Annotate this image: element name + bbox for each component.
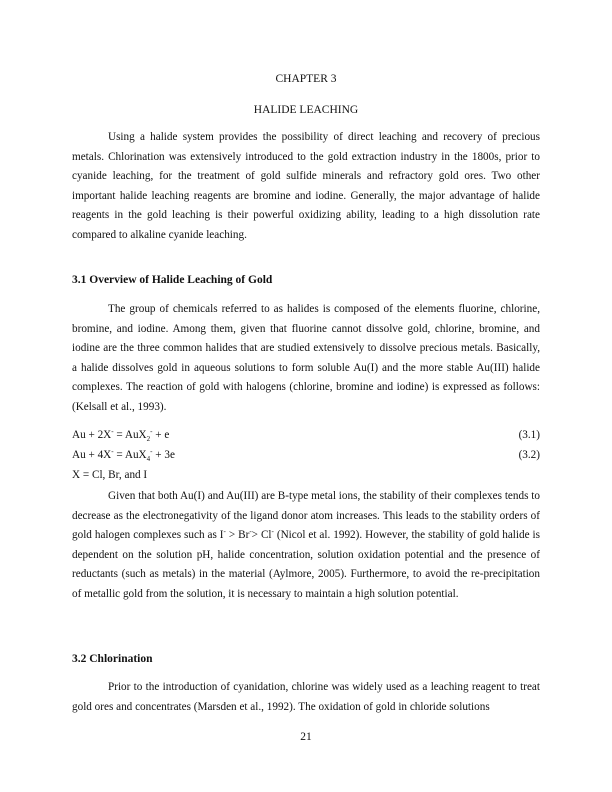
section-3-1-paragraph-2: Given that both Au(I) and Au(III) are B-type metal ions, the stability of their complexes tends to decrease as the electronegativity of the ligand donor atom increases. This leads to the stability orders of gold halogen complexes such as I- > Br-> Cl- (Nicol et al. 1992). However, the stability of gold halide is dependent on the solution pH, halide concentration, solution oxidation potential and the presence of reductants (such as metals) in the material (Aylmore, 2005). Furthermore, to avoid the re-precipitation of metallic gold from the solution, it is necessary to maintain a high solution potential.: [72, 490, 541, 600]
chapter-title: HALIDE LEACHING: [253, 104, 359, 116]
where-line: X = Cl, Br, and I: [72, 469, 148, 481]
section-3-1-heading: 3.1 Overview of Halide Leaching of Gold: [72, 274, 273, 286]
section-3-1-paragraph: The group of chemicals referred to as halides is composed of the elements fluorine, chlorine, bromine, and iodine. Among them, given that fluorine cannot dissolve gold, chlorine, bromine, and iodine are the three common halides that are studied extensively to dissolve precious metals. Basically, a halide dissolves gold in aqueous solutions to form soluble Au(I) and the more stable Au(III) halide complexes. The reaction of gold with halogens (chlorine, bromine and iodine) is expressed as follows: (Kelsall et al., 1993).: [72, 303, 540, 413]
equation-text: Au + 4X- = AuX$_4$- + 3e: [72, 447, 175, 464]
equation-number: (3.2): [518, 449, 540, 461]
intro-paragraph: Using a halide system provides the possibility of direct leaching and recovery of precious metals. Chlorination was extensively introduced to the gold extraction industry in the 1800s, prior to cyanide leaching, for the treatment of gold sulfide minerals and refractory gold ores. Two other important halide leaching reagents are bromine and iodine. Generally, the major advantage of halide reagents in the gold leaching is their powerful oxidizing ability, leading to a high dissolution rate compared to alkaline cyanide leaching.: [72, 131, 540, 241]
equation-3-2: [72, 449, 540, 469]
equation-text: Au + 2X- = AuX$_2$- + e: [72, 427, 170, 444]
chapter-label: CHAPTER 3: [275, 73, 337, 85]
section-3-2-heading: 3.2 Chlorination: [72, 653, 153, 665]
equation-3-1: [72, 429, 540, 449]
equation-number: (3.1): [518, 429, 540, 441]
section-3-2-paragraph: Prior to the introduction of cyanidation, chlorine was widely used as a leaching reagent to treat gold ores and concentrates (Marsden et al., 1992). The oxidation of gold in chloride solutions: [72, 681, 540, 713]
page-number: 21: [300, 731, 312, 743]
